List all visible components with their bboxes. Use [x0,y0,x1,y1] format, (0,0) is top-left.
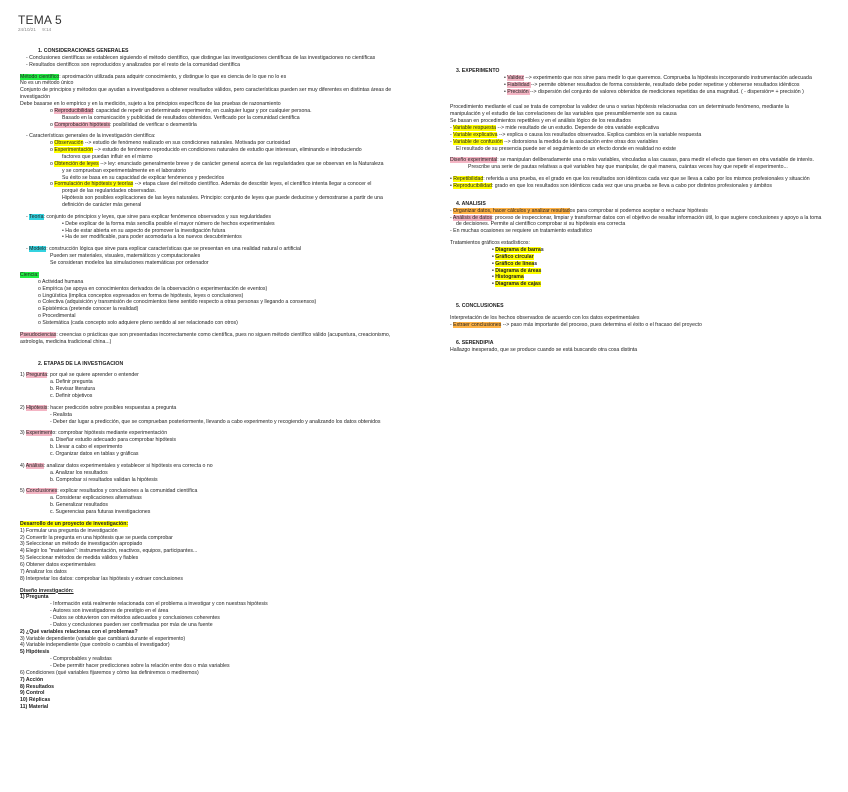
highlight: Repetibilidad [453,176,484,183]
text-line: 4) Análisis: analizar datos experimentales y establecer si hipótesis era correcta o no [20,462,213,469]
text-line: 1. CONSIDERACIONES GENERALES [38,48,129,54]
text-line: - Modelo: construcción lógica que sirve para explicar características que se presentan en una realidad natural o artificial [26,246,302,253]
text-line: - Variable de confusión --> distorsiona la medida de la asociación entre otras dos variables [450,138,658,145]
text-line: • Diagrama de barras [492,247,544,254]
text-line: Se consideran modelos las simulaciones matemáticas por ordenador [50,260,209,267]
highlight: Pseudociencias [20,331,57,338]
text-line: • Repetibilidad: referida a una prueba, es el grado en que los resultados son idénticos cada vez que se lleva a cabo por los mismos profesionales y situación [450,176,810,183]
text-line: - Información está realmente relacionada con el problema a investigar y con nuestras hipótesis [50,601,268,608]
text-line: 7) Acción [20,676,44,683]
text-line: Se basan en procedimientos repetibles y en el análisis lógico de los resultados [450,118,631,125]
text-line: 2. ETAPAS DE LA INVESTIGACIÓN [38,360,124,367]
spacer [450,329,830,334]
text-line: Método científico: aproximación utilizada para adquirir conocimiento, y distingue lo que es ciencia de lo que no lo es [20,73,287,80]
highlight: Conclusiones [26,488,58,495]
text-line: Tratamientos gráficos estadísticos: [450,240,530,247]
text-line: de decisiones. Permite al científico comprobar si su hipótesis era correcta [456,221,626,228]
highlight: Desarrollo de un proyecto de investigación: [20,520,129,527]
text-line: - Comprobables y realistas [50,656,112,663]
highlight: Diagrama de barra [495,247,541,254]
text-line: 3) Variable dependiente (variable que cambiará durante el experimento) [20,635,186,642]
text-line: 4) Elegir los "materiales": instrumentación, reactivos, equipos, participantes... [20,548,198,555]
highlight: Análisis de datos [452,214,493,221]
highlight: Observación [54,140,84,147]
highlight: Método científico [20,73,60,80]
text-line: 2) Hipótesis: hacer predicción sobre posibles respuestas a pregunta [20,404,177,411]
text-line: Interpretación de los hechos observados de acuerdo con los datos experimentales [450,315,640,322]
text-line: o Colectiva (adquisición y transmisión de conocimientos tiene sentido respecto a otras personas y llegando a consensos) [38,299,317,306]
text-line: 2) ¿Qué variables relacionas con el problemas? [20,628,138,635]
text-line: 3. EXPERIMENTO [456,68,500,74]
text-line: - En muchas ocasiones se requiere un tratamiento estadístico [450,228,593,235]
text-line: b. Llevar a cabo el experimento [50,444,123,451]
left-column [20,42,415,711]
text-line: b. Revisar literatura [50,386,95,393]
highlight: Análisis [25,462,44,469]
text-line: Hipótesis son posibles explicaciones de las leyes naturales. Principio: conjunto de leyes que puede deducirse y demostrarse a partir de una [62,195,383,202]
text-line: - Análisis de datos: proceso de inspeccionar, limpiar y transformar datos con el objetivo de resaltar información útil, lo que sugiere conclusiones y apoyo a la toma [450,214,822,221]
text-line: o Lingüística (implica conceptos expresados en forma de hipótesis, leyes o conclusiones) [38,292,244,299]
highlight: Teoría [29,213,44,220]
text-line: 7) Analizar los datos [20,568,67,575]
text-line: investigación [20,94,50,101]
text-line: 5. CONCLUSIONES [456,303,504,310]
spacer [20,346,415,355]
text-line: - Datos se obtuvieron con métodos adecuados y conclusiones coherentes [50,615,220,622]
time-text: 9:14 [42,27,52,32]
highlight: Diagrama de cajas [495,281,541,288]
text-line: 6) Condiciones (qué variables fijaremos y cómo las definiremos o mediremos) [20,669,199,676]
highlight: Gráfico circular [495,253,534,260]
text-line: Prescribe una serie de pautas relativas a qué variables hay que manipular, de qué manera, cuántas veces hay que repetir el experimento... [468,164,788,171]
text-line: 4) Variable independiente (que controlo o cambia el investigador) [20,642,170,649]
text-line: y se comprueban experimentalmente en el laboratorio [62,167,186,174]
highlight: Variable respuesta [453,125,497,132]
highlight: Experimentación [54,147,93,154]
spacer [450,95,830,104]
highlight: Diseño experimental [450,157,498,164]
text-line: - Teoría: conjunto de principios y leyes, que sirve para explicar fenómenos observados y sus regularidades [26,213,272,220]
highlight: Ciencia: [20,271,39,278]
text-line: 11) Material [20,704,49,711]
text-line: • Gráfico circular [492,253,534,260]
text-line: 8) Interpretar los datos: comprobar las hipótesis y extraer conclusiones [20,575,183,582]
text-line: o Comprobación hipótesis: posibilidad de verificar o desmentirla [50,121,197,128]
text-line: o Actividad humana [38,278,84,285]
text-line: definición de carácter más general [62,202,142,209]
text-line: o Epistémica (pretende conocer la realidad) [38,306,139,313]
text-line: - Autores son investigadores de prestigio en el área [50,608,169,615]
text-line: Hallazgo inesperado, que se produce cuando se está buscando otra cosa distinta [450,346,638,353]
text-line: Diseño experimental: se manipulan deliberadamente una o más variables, vinculadas a las causas, para medir el efecto que tienen en otra variable de interés. [450,157,814,164]
text-line: Basado en la comunicación y publicidad de resultados obtenidos. Verificado por la comunidad científica [62,114,300,121]
text-line: astrología, medicina tradicional china...) [20,338,112,345]
highlight: Reproducibilidad [54,107,93,114]
text-line: - Debe permitir hacer predicciones sobre la relación entre dos o más variables [50,663,230,670]
text-line: Procedimiento mediante el cual se trata de comprobar la validez de una o varias hipótesis relacionadas con un determinado fenómeno, mediante la [450,104,789,111]
text-line: 6. SERENDIPIA [456,339,494,346]
highlight: Reproducibilidad [453,183,492,190]
highlight: Experiment [26,430,53,437]
highlight: Pregunta [26,372,48,379]
text-line: 10) Réplicas [20,697,51,704]
text-line: No es un método único [20,80,74,87]
text-line: 5) Seleccionar métodos de medida válidos y fiables [20,555,139,562]
text-line: c. Definir objetivos [50,392,93,399]
text-line: b. Generalizar resultados [50,502,108,509]
text-line: - Características generales de la investigación científica: [26,133,156,140]
text-line: a. Diseñar estudio adecuado para comprobar hipótesis [50,437,177,444]
highlight: Variable de confusión [453,138,503,145]
text-line: manipulación y el estudio de las correlaciones de las variables que presumiblemente son su causa [450,111,677,118]
text-line: 4. ANÁLISIS [456,200,486,207]
text-line: 1) Formular una pregunta de investigación [20,527,118,534]
text-line: - Deber dar lugar a predicción, que se comprueban posteriormente, llevando a cabo experimento y recogiendo y analizando los datos obtenidos [50,418,381,425]
highlight: Obtención de leyes [54,160,99,167]
highlight: Histograma [495,274,524,281]
text-line: Pueden ser materiales, visuales, matemáticos y computacionales [50,253,201,260]
highlight: Gráfico de línea [495,260,535,267]
text-line: Diseño investigación: [20,587,74,594]
page-title: TEMA 5 [18,13,62,27]
text-line: - Conclusiones científicas se establecen siguiendo el método científico, que distingue las investigaciones científicas de las investigaciones no científicas [26,54,376,61]
highlight: Formulación de hipótesis y teorías [54,181,134,188]
text-line: • Histograma [492,274,524,281]
text-line: Pseudociencias: creencias o prácticas que son presentadas incorrectamente como científica, pues no siguen método científico válido (acupuntura, creacionismo, [20,331,391,338]
text-line: Debe basarse en lo empírico y en la medición, sujeto a los principios específicos de las pruebas de razonamiento [20,101,281,108]
highlight: Organizar datos, hacer cálculos y analizar resultad [453,207,570,214]
text-line: • Debe explicar de la forma más sencilla posible el mayor número de hechos experimentales [62,220,275,227]
page-date [18,27,51,33]
text-line: • Diagrama de cajas [492,281,541,288]
text-line: o Observación --> estudio de fenómeno realizado en sus condiciones naturales. Motivada por curiosidad [50,140,291,147]
text-line: - Variable explicativa --> explica o causa los resultados observados. Explica cambios en la variable respuesta [450,131,702,138]
highlight: Fiabilidad [507,81,531,88]
date-text: 24/10/21 [18,27,36,32]
text-line: c. Organizar datos en tablas y gráficas [50,450,139,457]
text-line: • Precisión --> dispersión del conjunto de valores obtenidos de mediciones repetidas de una magnitud. ( - dispersión= + precisión ) [504,88,804,95]
text-line: 8) Resultados [20,683,55,690]
text-line: 2) Convertir la pregunta en una hipótesis que se pueda comprobar [20,534,173,541]
text-line: • Validez --> experimento que nos sirve para medir lo que queremos. Comprueba la hipótesis incorporando instrumentación adecuada [504,74,812,81]
text-line: - Realista [50,411,72,418]
text-line: Conjunto de principios y métodos que ayudan a investigadores a obtener resultados válidos, pero características pueden ser muy diferentes en distintas áreas de [20,87,392,94]
text-line: • Ha de estar abierta en su aspecto de promover la investigación futura [62,227,226,234]
text-line: 1) Pregunta: por qué se quiere aprender o entender [20,372,139,379]
text-line: - Resultados científicos son reproducidos y analizados por el resto de la comunidad científica [26,61,240,68]
text-line: Su éxito se basa en su capacidad de explicar fenómenos y predecirlos [62,174,225,181]
text-line: 5) Conclusiones: explicar resultados y conclusiones a la comunidad científica [20,488,198,495]
text-line: b. Comprobar si resultados validan la hipótesis [50,476,158,483]
text-line: - Variable respuesta --> mide resultado de un estudio. Depende de otra variable explicativa [450,125,659,132]
spacer [450,190,830,195]
highlight: Hipótesis [26,404,48,411]
text-line: • Reproducibilidad: grado en que los resultados son idénticos cada vez que una prueba se lleva a cabo por distintos profesionales y ámbitos [450,183,772,190]
text-line: o Procedimental [38,313,76,320]
text-line: o Sistemática (cada concepto solo adquiere pleno sentido al ser relacionado con otros) [38,319,238,326]
text-line [20,521,415,528]
text-line: o Empírica (se apoya en conocimientos derivados de la observación o experimentación de eventos) [38,285,268,292]
text-line: 3) Experimento: comprobar hipótesis mediante experimentación [20,430,168,437]
text-line: c. Sugerencias para futuras investigaciones [50,508,151,515]
text-line: o Reproducibilidad: capacidad de repetir un determinado experimento, en cualquier lugar y por cualquier persona. [50,107,312,114]
text-line: 9) Control [20,690,45,697]
highlight: Modelo [29,246,47,253]
highlight: Diagrama de áreas [495,267,542,274]
text-line: • Diagrama de áreas [492,267,542,274]
text-line [20,272,415,279]
highlight: Extraer conclusiones [453,321,502,328]
text-line: - Datos y conclusiones pueden ser confirmadas por más de una fuente [50,621,213,628]
highlight: Validez [507,74,524,81]
text-line: 1) Pregunta [20,594,49,601]
text-line: porqué de las regularidades observadas. [62,188,157,195]
text-line: a. Considerar explicaciones alternativas [50,495,142,502]
highlight: Variable explicativa [453,131,498,138]
text-line: factores que puedan influir en el mismo [62,154,153,161]
highlight: Precisión [507,88,531,95]
text-line: El resultado de su presencia puede ser el seguimiento de un efecto donde en realidad no existe [456,145,677,152]
text-line: 6) Obtener datos experimentales [20,562,96,568]
highlight: Comprobación hipótesis [54,121,110,128]
text-line: a. Analizar los resultados [50,469,108,476]
text-line: 3) Seleccionar un método de investigación apropiado [20,541,143,548]
text-line: o Formulación de hipótesis y teorías --> etapa clave del método científico. Además de describir leyes, el científico intenta llegar a conocer el [50,181,372,188]
text-line: - Extraer conclusiones --> paso más importante del proceso, pues determina el éxito o el fracaso del proyecto [450,321,702,328]
text-line: o Obtención de leyes --> ley: enunciado generalmente breve y de carácter general acerca de las regularidades que se observan en la Naturaleza [50,160,384,167]
text-line: - Organizar datos, hacer cálculos y analizar resultados para comprobar si podemos aceptar o rechazar hipótesis [450,207,708,214]
right-column [450,62,830,354]
spacer [450,288,830,297]
text-line: • Fiabilidad --> permite obtener resultados de forma consistente, resultado debe poder repetirse y obtenerse resultados idénticos [504,81,800,88]
text-line: • Ha de ser modificable, para poder acomodarla a los nuevos descubrimientos [62,234,242,241]
text-line: a. Definir pregunta [50,379,93,386]
text-line: 5) Hipótesis [20,649,50,656]
text-line: o Experimentación --> estudio de fenómeno reproducido en condiciones naturales de estudio que interesan, eliminando e introduciendo [50,147,362,154]
text-line: • Gráfico de líneas [492,260,538,267]
